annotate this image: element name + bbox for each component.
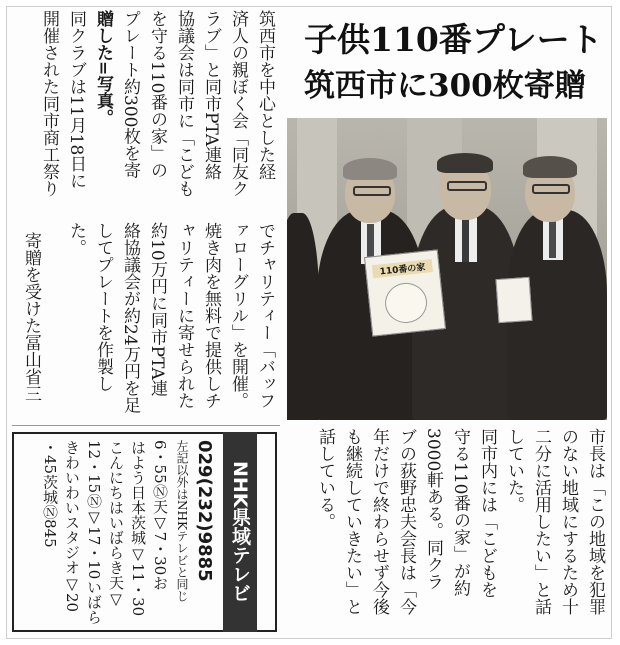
article-line: た。 [66,222,86,256]
article-line: 二分に活用したい」と話 [531,428,551,615]
article-line: 年だけで終わらせず今後 [369,428,389,615]
article-line: 開催された同市商工祭り [39,10,59,197]
column-divider [12,425,280,426]
article-line: 絡協議会が約24万円を足 [120,222,140,414]
article-line: 3000軒ある。同クラ [423,428,443,591]
article-line: ャリティーに寄せられた [174,222,194,409]
headline-sub: 筑西市に300枚寄贈 [304,68,586,104]
article-line: プレート約300枚を寄 [120,10,140,179]
article-line: 贈した=写真。 [93,10,113,127]
photo-presentation [287,118,607,420]
tv-schedule-line: きわいわいスタジオ▽20 [63,440,81,613]
article-line: 同クラブは11月18日に [66,10,86,190]
handheld-card [496,277,533,323]
tv-schedule-line: ・45茨城Ⓝ845 [41,440,59,548]
plate-110 [364,249,446,336]
article-line: 約10万円に同市PTA連 [147,222,167,397]
tv-note: 左記以外はNHKテレビと同じ [175,440,189,602]
article-line: のない地域にするため十 [558,428,578,615]
plate-label: 110番の家 [372,259,433,278]
article-line: ブの荻野忠夫会長は「今 [396,428,416,615]
article-line: 協議会は同市に「こども [174,10,194,197]
article-line: 筑西市を中心とした経 [255,10,275,180]
article-line: 焼き肉を無料で提供しチ [201,222,221,409]
article-line: 話している。 [315,428,335,530]
tv-phone-number: 029(232)9885 [194,440,215,582]
tv-schedule-line: 6・55Ⓝ天▽7・30お [151,440,169,591]
article-line: ァローグリル」を開催。 [228,222,248,409]
tv-schedule-line: はよう日本茨城▽11・30 [129,440,147,617]
article-line: 同市内には「こどもを [477,428,497,598]
article-line: でチャリティー「バッフ [255,222,275,409]
tv-schedule-line: こんにちはいばらき天▽ [107,440,125,608]
headline-main: 子供110番プレート [304,20,603,59]
plate-illustration [383,281,429,325]
article-line: 寄贈を受けた冨山省三 [21,232,41,402]
article-line: 市長は「この地域を犯罪 [585,428,605,615]
article-line: も継続していきたい」と [342,428,362,615]
tv-box-title: NHK県域テレビ [223,432,257,632]
article-line: ラブ」と同市PTA連絡 [201,10,221,181]
article-line: していた。 [504,428,524,513]
article-line: を守る110番の家」の [147,10,167,179]
article-line: してプレートを作製し [93,222,113,392]
article-line: 守る110番の家」が約 [450,428,470,597]
tv-schedule-line: 12・15Ⓝ▽17・10いばら [85,440,103,625]
article-line: 済人の親ぼく会「同友ク [228,10,248,197]
